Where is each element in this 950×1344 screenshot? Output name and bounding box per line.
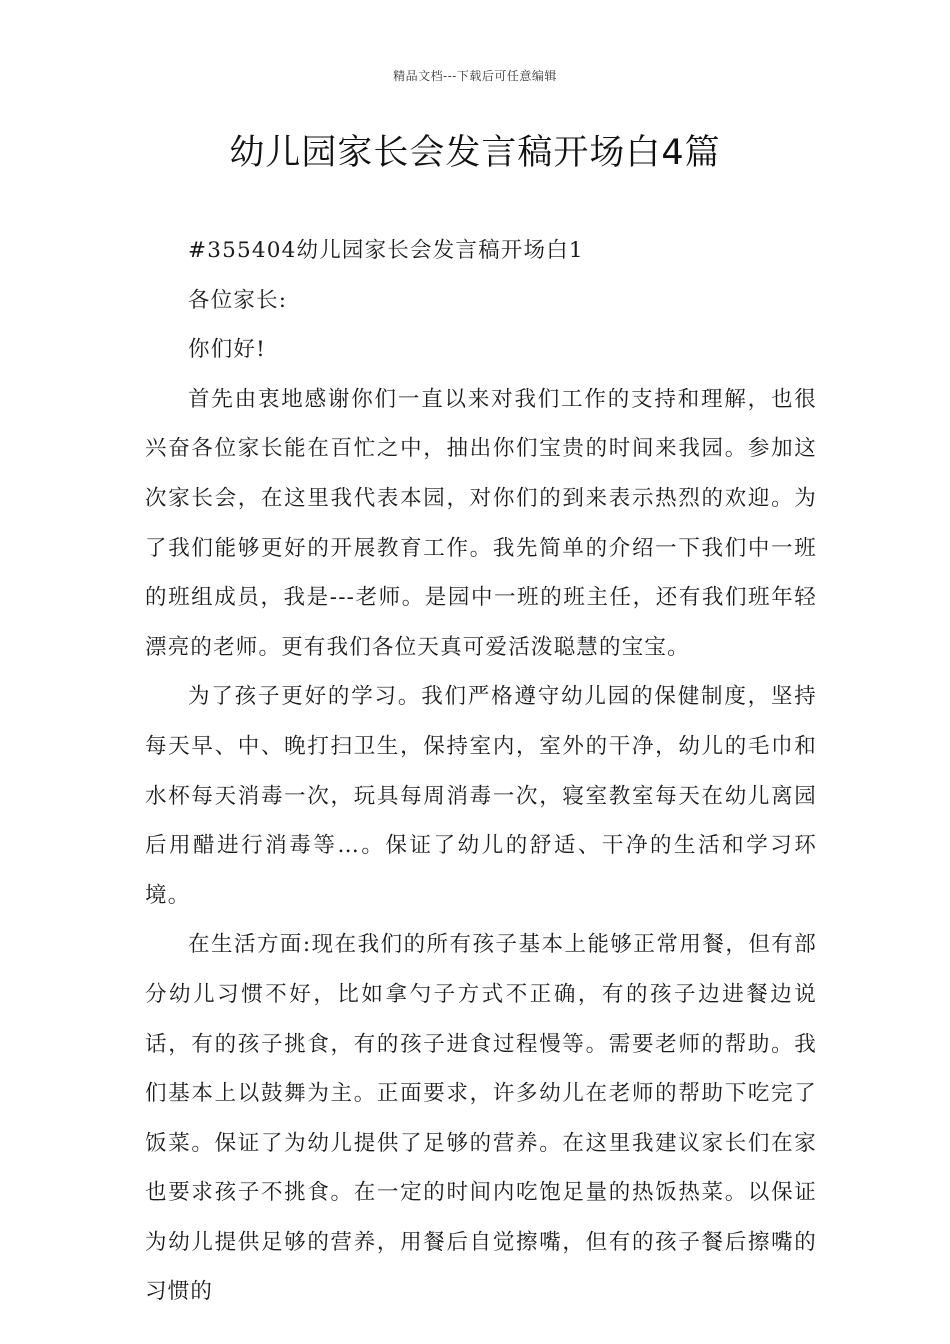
document-title: 幼儿园家长会发言稿开场白4篇	[229, 133, 721, 173]
paragraph-salutation: 各位家长:	[188, 287, 288, 313]
paragraph: 首先由衷地感谢你们一直以来对我们工作的支持和理解，也很兴奋各位家长能在百忙之中，抽出你们宝贵的时间来我园。参加这次家长会，在这里我代表本园，对你们的到来表示热烈的欢迎。为了我们能够更好的开展教育工作。我先简单的介绍一下我们中一班的班组成员，我是---老师。是园中一班的班主任，还有我们班年轻漂亮的老师。更有我们各位天真可爱活泼聪慧的宝宝。	[145, 386, 817, 660]
document-body	[145, 226, 817, 1317]
paragraph: 为了孩子更好的学习。我们严格遵守幼儿园的保健制度，坚持每天早、中、晚打扫卫生，保持室内，室外的干净，幼儿的毛巾和水杯每天消毒一次，玩具每周消毒一次，寝室教室每天在幼儿离园后用醋进行消毒等…。保证了幼儿的舒适、干净的生活和学习环境。	[145, 684, 817, 908]
paragraph-greeting: 你们好!	[188, 337, 266, 363]
header-note: 精品文档---下载后可任意编辑	[393, 69, 557, 83]
paragraph: 在生活方面:现在我们的所有孩子基本上能够正常用餐，但有部分幼儿习惯不好，比如拿勺子方式不正确，有的孩子边进餐边说话，有的孩子挑食，有的孩子进食过程慢等。需要老师的帮助。我们基本上以鼓舞为主。正面要求，许多幼儿在老师的帮助下吃完了饭菜。保证了为幼儿提供了足够的营养。在这里我建议家长们在家也要求孩子不挑食。在一定的时间内吃饱足量的热饭热菜。以保证为幼儿提供足够的营养，用餐后自觉擦嘴，但有的孩子餐后擦嘴的习惯的	[145, 932, 817, 1305]
paragraph-heading: #355404幼儿园家长会发言稿开场白1	[188, 238, 584, 263]
